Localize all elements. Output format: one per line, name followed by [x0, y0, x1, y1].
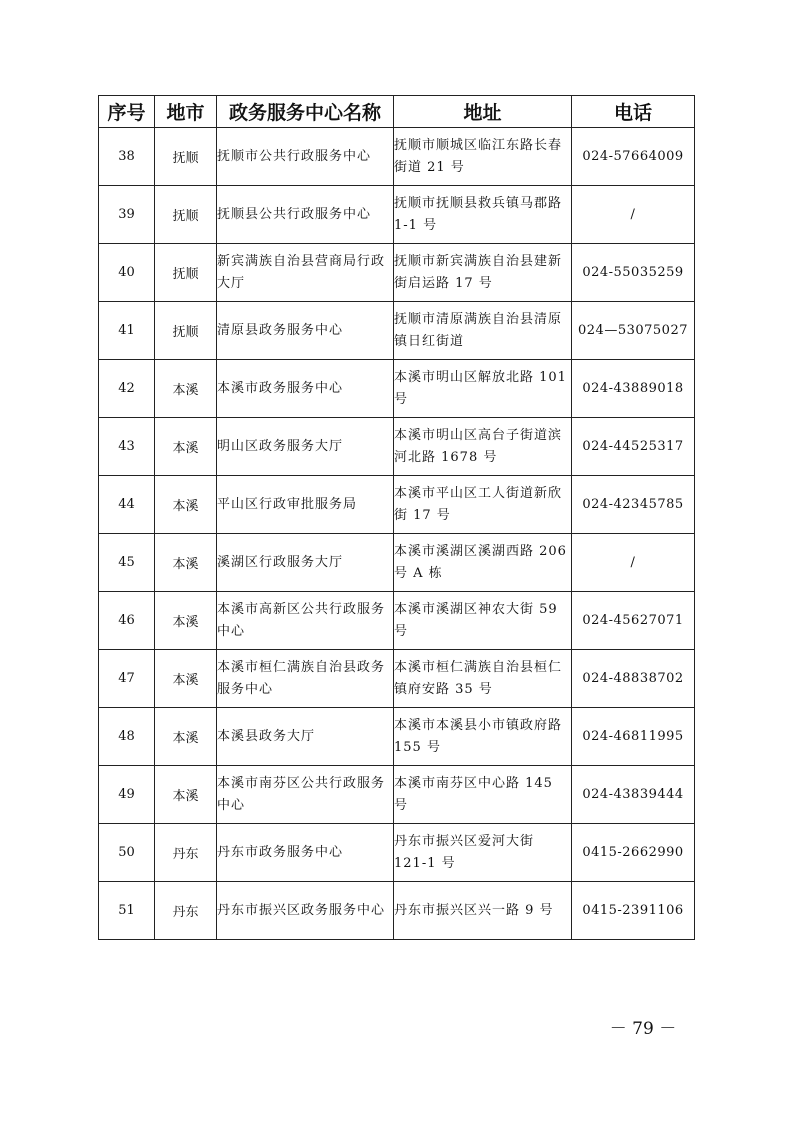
cell-no: 41: [99, 302, 155, 360]
header-city: 地市: [155, 96, 217, 128]
cell-phone: 024—53075027: [572, 302, 695, 360]
table-row: [99, 244, 695, 302]
cell-name: 溪湖区行政服务大厅: [217, 534, 394, 592]
table-row: [99, 592, 695, 650]
cell-city: 丹东: [155, 824, 217, 882]
cell-name: 平山区行政审批服务局: [217, 476, 394, 534]
table-row: [99, 882, 695, 940]
cell-no: 46: [99, 592, 155, 650]
cell-city: 本溪: [155, 418, 217, 476]
cell-no: 47: [99, 650, 155, 708]
cell-address: 本溪市平山区工人街道新欣街 17 号: [394, 476, 572, 534]
cell-name: 本溪县政务大厅: [217, 708, 394, 766]
cell-city: 抚顺: [155, 302, 217, 360]
header-address: 地址: [394, 96, 572, 128]
cell-city: 本溪: [155, 360, 217, 418]
cell-phone: 024-44525317: [572, 418, 695, 476]
cell-no: 39: [99, 186, 155, 244]
cell-address: 丹东市振兴区爱河大街 121-1 号: [394, 824, 572, 882]
table-row: [99, 708, 695, 766]
table-row: [99, 650, 695, 708]
cell-name: 本溪市南芬区公共行政服务中心: [217, 766, 394, 824]
cell-address: 本溪市溪湖区神农大街 59 号: [394, 592, 572, 650]
header-phone: 电话: [572, 96, 695, 128]
cell-city: 本溪: [155, 476, 217, 534]
cell-no: 45: [99, 534, 155, 592]
cell-city: 抚顺: [155, 244, 217, 302]
cell-phone: 024-43889018: [572, 360, 695, 418]
cell-name: 本溪市政务服务中心: [217, 360, 394, 418]
cell-phone: 024-46811995: [572, 708, 695, 766]
cell-no: 44: [99, 476, 155, 534]
cell-city: 抚顺: [155, 128, 217, 186]
cell-name: 明山区政务服务大厅: [217, 418, 394, 476]
table-row: [99, 360, 695, 418]
service-center-table: [98, 95, 695, 940]
cell-no: 43: [99, 418, 155, 476]
cell-name: 丹东市振兴区政务服务中心: [217, 882, 394, 940]
header-center-name: 政务服务中心名称: [217, 96, 394, 128]
cell-name: 本溪市高新区公共行政服务中心: [217, 592, 394, 650]
table-row: [99, 476, 695, 534]
cell-name: 清原县政务服务中心: [217, 302, 394, 360]
cell-city: 抚顺: [155, 186, 217, 244]
page-number: － 79 －: [609, 1019, 677, 1039]
cell-phone: 024-48838702: [572, 650, 695, 708]
table-row: [99, 418, 695, 476]
table-row: [99, 824, 695, 882]
cell-phone: 024-57664009: [572, 128, 695, 186]
table-header-row: [99, 96, 695, 128]
cell-no: 40: [99, 244, 155, 302]
cell-city: 本溪: [155, 650, 217, 708]
cell-city: 本溪: [155, 766, 217, 824]
cell-address: 本溪市溪湖区溪湖西路 206 号 A 栋: [394, 534, 572, 592]
cell-no: 50: [99, 824, 155, 882]
cell-address: 本溪市明山区高台子街道滨河北路 1678 号: [394, 418, 572, 476]
cell-no: 42: [99, 360, 155, 418]
table-row: [99, 766, 695, 824]
cell-name: 本溪市桓仁满族自治县政务服务中心: [217, 650, 394, 708]
table-row: [99, 302, 695, 360]
cell-address: 本溪市明山区解放北路 101 号: [394, 360, 572, 418]
cell-phone: 0415-2662990: [572, 824, 695, 882]
cell-phone: /: [572, 534, 695, 592]
cell-phone: 024-42345785: [572, 476, 695, 534]
header-no: 序号: [99, 96, 155, 128]
cell-address: 抚顺市抚顺县救兵镇马郡路 1-1 号: [394, 186, 572, 244]
cell-no: 49: [99, 766, 155, 824]
table-row: [99, 186, 695, 244]
cell-phone: 024-55035259: [572, 244, 695, 302]
cell-no: 38: [99, 128, 155, 186]
cell-phone: /: [572, 186, 695, 244]
cell-address: 本溪市南芬区中心路 145 号: [394, 766, 572, 824]
cell-name: 抚顺县公共行政服务中心: [217, 186, 394, 244]
cell-name: 抚顺市公共行政服务中心: [217, 128, 394, 186]
cell-city: 本溪: [155, 534, 217, 592]
cell-city: 本溪: [155, 708, 217, 766]
cell-phone: 024-45627071: [572, 592, 695, 650]
cell-no: 48: [99, 708, 155, 766]
cell-address: 抚顺市顺城区临江东路长春街道 21 号: [394, 128, 572, 186]
cell-address: 丹东市振兴区兴一路 9 号: [394, 882, 572, 940]
cell-address: 抚顺市清原满族自治县清原镇日红街道: [394, 302, 572, 360]
cell-city: 丹东: [155, 882, 217, 940]
cell-phone: 024-43839444: [572, 766, 695, 824]
cell-phone: 0415-2391106: [572, 882, 695, 940]
cell-address: 本溪市桓仁满族自治县桓仁镇府安路 35 号: [394, 650, 572, 708]
cell-address: 抚顺市新宾满族自治县建新街启运路 17 号: [394, 244, 572, 302]
cell-city: 本溪: [155, 592, 217, 650]
table-row: [99, 128, 695, 186]
cell-no: 51: [99, 882, 155, 940]
table-row: [99, 534, 695, 592]
cell-name: 新宾满族自治县营商局行政大厅: [217, 244, 394, 302]
cell-address: 本溪市本溪县小市镇政府路 155 号: [394, 708, 572, 766]
cell-name: 丹东市政务服务中心: [217, 824, 394, 882]
